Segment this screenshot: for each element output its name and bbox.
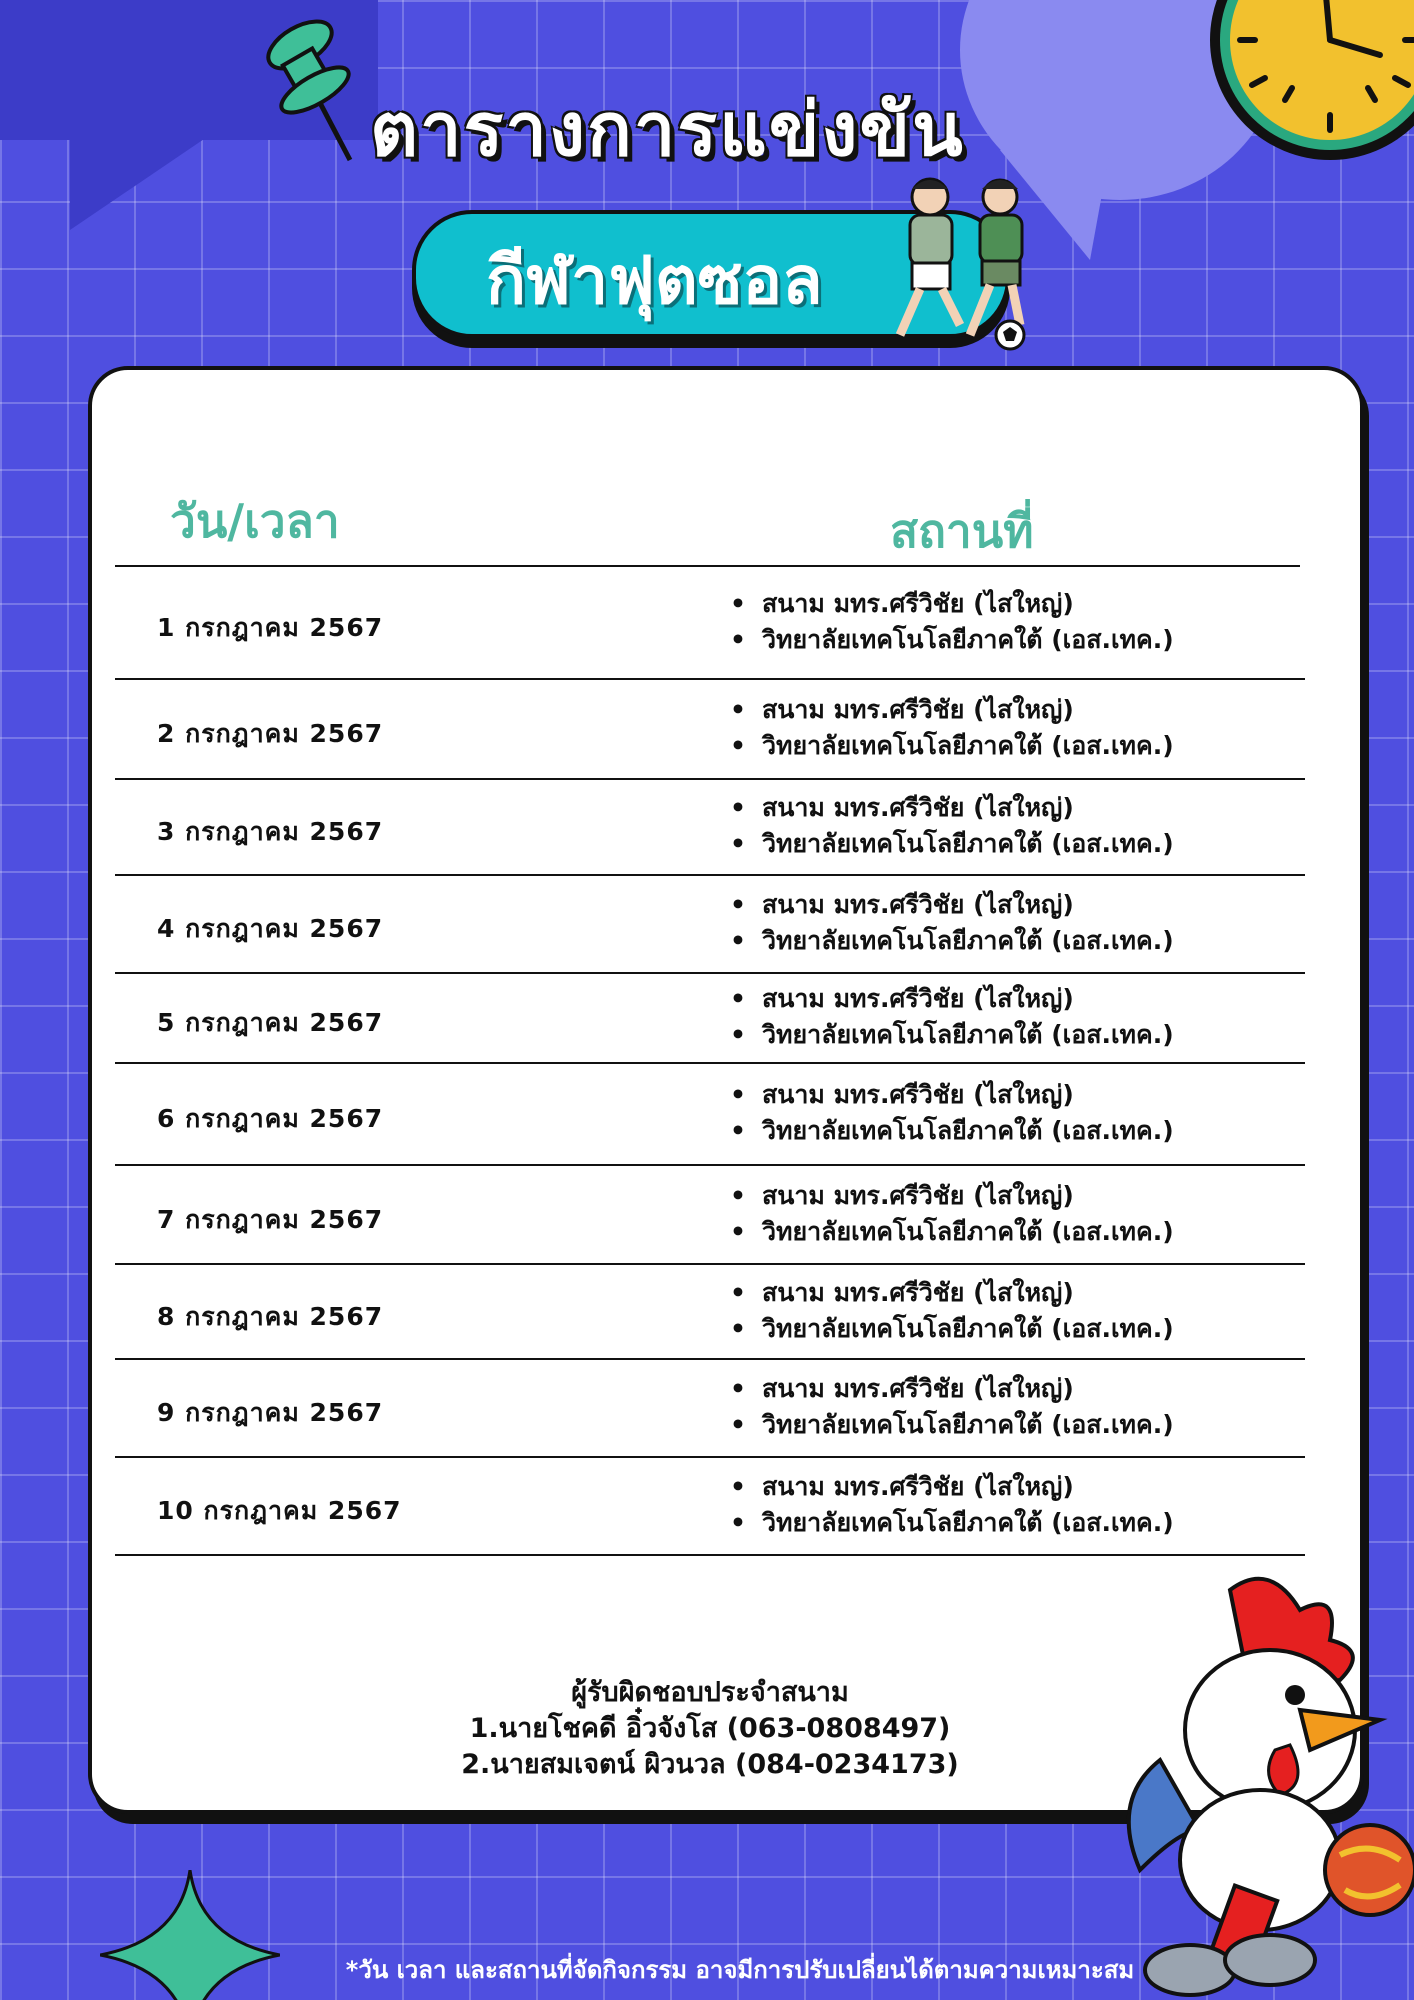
table-row bbox=[115, 974, 1305, 1064]
place-bullet-1: • สนาม มทร.ศรีวิชัย (ไสใหญ่) bbox=[730, 692, 1174, 728]
table-row bbox=[115, 568, 1305, 680]
responsible-person-2: 2.นายสมเจตน์ ผิวนวล (084-0234173) bbox=[461, 1749, 959, 1780]
place-bullet-2: • วิทยาลัยเทคโนโลยีภาคใต้ (เอส.เทค.) bbox=[730, 1113, 1174, 1149]
row-date: 7 กรกฎาคม 2567 bbox=[157, 1204, 384, 1234]
place-bullet-2: • วิทยาลัยเทคโนโลยีภาคใต้ (เอส.เทค.) bbox=[730, 728, 1174, 764]
soccer-players-illustration bbox=[870, 175, 1070, 355]
row-date: 9 กรกฎาคม 2567 bbox=[157, 1398, 384, 1427]
place-bullet-1: • สนาม มทร.ศรีวิชัย (ไสใหญ่) bbox=[730, 1371, 1174, 1407]
responsible-person-1: 1.นายโชคดี อิ๋วจังโส (063-0808497) bbox=[469, 1713, 951, 1744]
row-place bbox=[730, 887, 1174, 959]
row-place bbox=[730, 1371, 1174, 1443]
table-row bbox=[115, 1166, 1305, 1265]
page-title: ตารางการแข่งขัน bbox=[370, 87, 965, 173]
column-header-date: วัน/เวลา bbox=[170, 494, 340, 548]
table-row bbox=[115, 1458, 1305, 1556]
row-place bbox=[730, 1178, 1174, 1250]
place-bullet-2: • วิทยาลัยเทคโนโลยีภาคใต้ (เอส.เทค.) bbox=[730, 1311, 1174, 1347]
clock-icon bbox=[1190, 0, 1414, 200]
row-place bbox=[730, 1077, 1174, 1149]
sparkle-star-icon bbox=[100, 1870, 280, 2000]
place-bullet-2: • วิทยาลัยเทคโนโลยีภาคใต้ (เอส.เทค.) bbox=[730, 1214, 1174, 1250]
place-bullet-1: • สนาม มทร.ศรีวิชัย (ไสใหญ่) bbox=[730, 1275, 1174, 1311]
responsible-section bbox=[300, 1675, 1120, 1783]
subtitle-text: กีฬาฟุตซอล bbox=[486, 242, 823, 319]
table-row bbox=[115, 1360, 1305, 1458]
place-bullet-2: • วิทยาลัยเทคโนโลยีภาคใต้ (เอส.เทค.) bbox=[730, 923, 1174, 959]
row-date: 4 กรกฎาคม 2567 bbox=[157, 914, 384, 943]
rooster-mascot-illustration bbox=[1100, 1570, 1414, 2000]
place-bullet-1: • สนาม มทร.ศรีวิชัย (ไสใหญ่) bbox=[730, 887, 1174, 923]
table-row bbox=[115, 876, 1305, 974]
place-bullet-1: • สนาม มทร.ศรีวิชัย (ไสใหญ่) bbox=[730, 1178, 1174, 1214]
table-row bbox=[115, 1064, 1305, 1166]
place-bullet-2: • วิทยาลัยเทคโนโลยีภาคใต้ (เอส.เทค.) bbox=[730, 1407, 1174, 1443]
row-place bbox=[730, 692, 1174, 764]
place-bullet-1: • สนาม มทร.ศรีวิชัย (ไสใหญ่) bbox=[730, 1077, 1174, 1113]
place-bullet-1: • สนาม มทร.ศรีวิชัย (ไสใหญ่) bbox=[730, 586, 1174, 622]
column-header-place: สถานที่ bbox=[890, 504, 1034, 558]
row-date: 5 กรกฎาคม 2567 bbox=[157, 1008, 384, 1037]
row-place bbox=[730, 790, 1174, 862]
row-place bbox=[730, 1469, 1174, 1541]
row-date: 3 กรกฎาคม 2567 bbox=[157, 817, 384, 846]
table-row bbox=[115, 1265, 1305, 1360]
table-row bbox=[115, 780, 1305, 876]
place-bullet-2: • วิทยาลัยเทคโนโลยีภาคใต้ (เอส.เทค.) bbox=[730, 826, 1174, 862]
place-bullet-2: • วิทยาลัยเทคโนโลยีภาคใต้ (เอส.เทค.) bbox=[730, 1017, 1174, 1053]
responsible-heading: ผู้รับผิดชอบประจำสนาม bbox=[571, 1677, 849, 1708]
row-date: 10 กรกฎาคม 2567 bbox=[157, 1496, 402, 1525]
place-bullet-1: • สนาม มทร.ศรีวิชัย (ไสใหญ่) bbox=[730, 790, 1174, 826]
place-bullet-1: • สนาม มทร.ศรีวิชัย (ไสใหญ่) bbox=[730, 1469, 1174, 1505]
place-bullet-1: • สนาม มทร.ศรีวิชัย (ไสใหญ่) bbox=[730, 981, 1174, 1017]
row-date: 2 กรกฎาคม 2567 bbox=[157, 719, 384, 748]
table-row bbox=[115, 680, 1305, 780]
row-place bbox=[730, 1275, 1174, 1347]
speech-bubble-tail-left bbox=[70, 135, 210, 230]
place-bullet-2: • วิทยาลัยเทคโนโลยีภาคใต้ (เอส.เทค.) bbox=[730, 1505, 1174, 1541]
row-date: 6 กรกฎาคม 2567 bbox=[157, 1104, 384, 1133]
row-date: 8 กรกฎาคม 2567 bbox=[157, 1301, 384, 1331]
footnote: *วัน เวลา และสถานที่จัดกิจกรรม อาจมีการปรับเปลี่ยนได้ตามความเหมาะสม bbox=[345, 1956, 1135, 1984]
place-bullet-2: • วิทยาลัยเทคโนโลยีภาคใต้ (เอส.เทค.) bbox=[730, 622, 1174, 658]
row-place bbox=[730, 981, 1174, 1053]
row-place bbox=[730, 586, 1174, 658]
table-header-divider bbox=[115, 565, 1300, 567]
row-divider bbox=[115, 1554, 1305, 1556]
row-date: 1 กรกฎาคม 2567 bbox=[157, 613, 384, 642]
pushpin-icon bbox=[260, 10, 370, 170]
